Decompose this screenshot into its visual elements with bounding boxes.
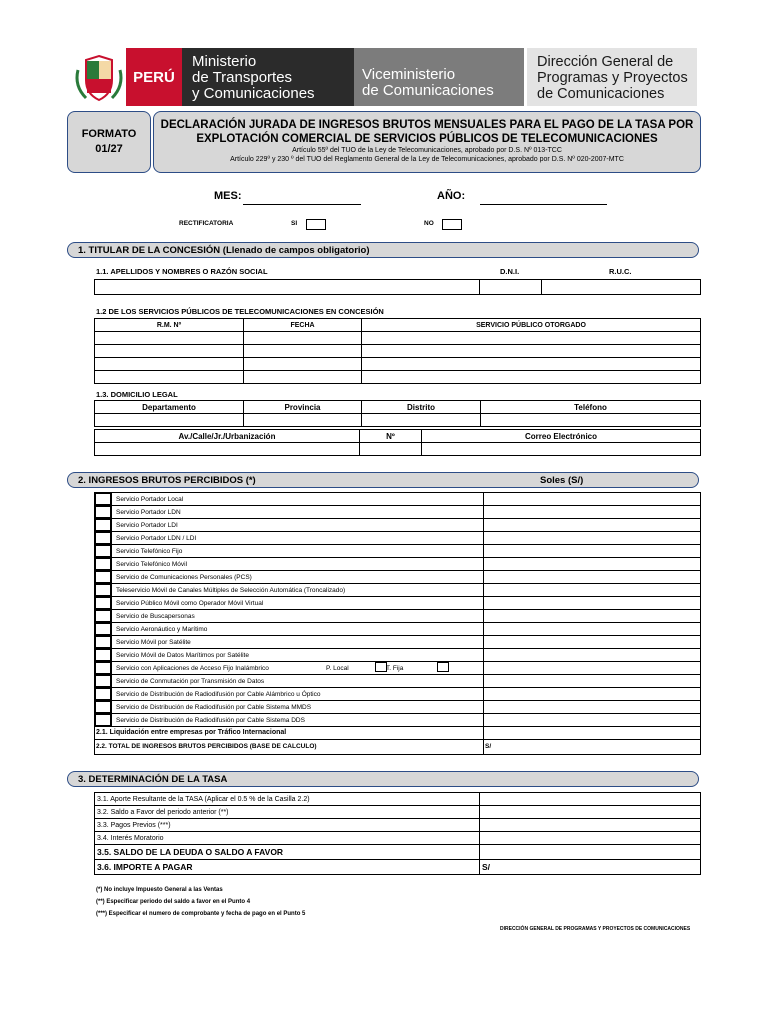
anio-field[interactable]: [480, 204, 607, 205]
ingreso-row: [95, 493, 701, 506]
ingreso-checkbox[interactable]: [95, 623, 111, 635]
ingreso-row: [95, 675, 701, 688]
ingreso-row: [95, 571, 701, 584]
ingreso-label: Servicio Portador Local: [112, 493, 484, 506]
distrito-header: Distrito: [362, 401, 481, 414]
razon-social-field[interactable]: [95, 280, 480, 295]
section-2-header: 2. INGRESOS BRUTOS PERCIBIDOS (*) Soles (S/): [67, 472, 699, 488]
ingreso-checkbox-cell[interactable]: [95, 545, 112, 558]
ingreso-row: [95, 519, 701, 532]
ingreso-checkbox-cell[interactable]: [95, 675, 112, 688]
ingreso-row: [95, 506, 701, 519]
ingreso-label: Servicio Portador LDI: [112, 519, 484, 532]
ingreso-checkbox[interactable]: [95, 597, 111, 609]
ingreso-label: Servicio de Conmutación por Transmisión de Datos: [112, 675, 484, 688]
ingreso-checkbox[interactable]: [95, 519, 111, 531]
ingreso-label: Servicio Portador LDN / LDI: [112, 532, 484, 545]
table-row[interactable]: [95, 371, 701, 384]
ingreso-checkbox-cell[interactable]: [95, 701, 112, 714]
ingreso-value-field[interactable]: [484, 506, 701, 519]
ingreso-label: Servicio Portador LDN: [112, 506, 484, 519]
ingreso-checkbox-cell[interactable]: [95, 662, 112, 675]
plocal-label: P. Local: [326, 664, 349, 672]
ingreso-checkbox-cell[interactable]: [95, 584, 112, 597]
ingreso-label: Servicio Móvil de Datos Marítimos por Satélite: [112, 649, 484, 662]
saldo-favor-field[interactable]: [480, 806, 701, 819]
ingreso-row: [95, 623, 701, 636]
ingreso-value-field[interactable]: [484, 701, 701, 714]
ingreso-checkbox-cell[interactable]: [95, 506, 112, 519]
ingreso-checkbox[interactable]: [95, 714, 111, 726]
total-row: [95, 739, 701, 754]
ingreso-checkbox[interactable]: [95, 493, 111, 505]
aporte-label: 3.1. Aporte Resultante de la TASA (Aplicar el 0.5 % de la Casilla 2.2): [95, 793, 480, 806]
no-label: NO: [424, 220, 434, 227]
saldo-deuda-field[interactable]: [480, 845, 701, 860]
ingreso-checkbox-cell[interactable]: [95, 571, 112, 584]
note-3: (***) Especificar el numero de comprobante y fecha de pago en el Punto 5: [96, 911, 306, 917]
ingreso-label: Servicio de Distribución de Radiodifusión por Cable Sistema MMDS: [112, 701, 484, 714]
tasa-table: [94, 792, 701, 875]
liquidacion-label: 2.1. Liquidación entre empresas por Tráfico Internacional: [95, 727, 484, 740]
liquidacion-field[interactable]: [484, 727, 701, 740]
ingreso-row: [95, 701, 701, 714]
total-field[interactable]: S/: [484, 739, 701, 754]
ingreso-value-field[interactable]: [484, 558, 701, 571]
ingreso-value-field[interactable]: [484, 519, 701, 532]
ingreso-checkbox[interactable]: [95, 610, 111, 622]
avenida-header: Av./Calle/Jr./Urbanización: [95, 430, 360, 443]
table-row[interactable]: [95, 443, 701, 456]
titular-table: [94, 279, 701, 295]
telefono-header: Teléfono: [481, 401, 701, 414]
mes-label: MES:: [214, 190, 242, 202]
rectificatoria-label: RECTIFICATORIA: [179, 220, 234, 227]
ingreso-row: [95, 714, 701, 727]
saldo-favor-label: 3.2. Saldo a Favor del periodo anterior (**): [95, 806, 480, 819]
ingreso-checkbox-cell[interactable]: [95, 649, 112, 662]
total-label: 2.2. TOTAL DE INGRESOS BRUTOS PERCIBIDOS (BASE DE CALCULO): [95, 739, 484, 754]
liquidacion-row: [95, 727, 701, 740]
note-1: (*) No incluye Impuesto General a las Ventas: [96, 887, 223, 893]
ingreso-value-field[interactable]: [484, 597, 701, 610]
correo-header: Correo Electrónico: [422, 430, 701, 443]
ingreso-value-field[interactable]: [484, 532, 701, 545]
ingreso-checkbox[interactable]: [95, 584, 111, 596]
ingreso-value-field[interactable]: [484, 493, 701, 506]
numero-header: Nº: [360, 430, 422, 443]
apellidos-label: 1.1. APELLIDOS Y NOMBRES O RAZÓN SOCIAL: [96, 267, 268, 276]
si-label: SI: [291, 220, 298, 227]
ingreso-row: [95, 636, 701, 649]
ingreso-checkbox[interactable]: [95, 558, 111, 570]
saldo-deuda-label: 3.5. SALDO DE LA DEUDA O SALDO A FAVOR: [95, 845, 480, 860]
ingreso-label: Servicio Público Móvil como Operador Móvil Virtual: [112, 597, 484, 610]
tfija-checkbox[interactable]: [437, 662, 449, 672]
ingreso-row: [95, 558, 701, 571]
ingreso-value-field[interactable]: [484, 688, 701, 701]
direccion-brand: Dirección General de Programas y Proyectos de Comunicaciones: [527, 48, 697, 106]
tfija-label: T. Fija: [386, 664, 404, 672]
ingreso-label: Teleservicio Móvil de Canales Múltiples de Selección Automática (Troncalizado): [112, 584, 484, 597]
ingreso-label: Servicio de Distribución de Radiodifusión por Cable Alámbrico u Óptico: [112, 688, 484, 701]
ingreso-checkbox[interactable]: [95, 571, 111, 583]
ingreso-checkbox-cell[interactable]: [95, 532, 112, 545]
ministerio-brand: Ministerio de Transportes y Comunicaciones: [182, 48, 354, 106]
ingreso-value-field[interactable]: [484, 675, 701, 688]
aporte-field[interactable]: [480, 793, 701, 806]
ingreso-label: Servicio de Comunicaciones Personales (PCS): [112, 571, 484, 584]
domicilio-table: [94, 400, 701, 427]
ingreso-checkbox-cell[interactable]: [95, 519, 112, 532]
domicilio-label: 1.3. DOMICILIO LEGAL: [96, 390, 178, 399]
note-2: (**) Especificar periodo del saldo a favor en el Punto 4: [96, 899, 251, 905]
ingreso-value-field[interactable]: [484, 584, 701, 597]
ingreso-checkbox[interactable]: [95, 701, 111, 713]
ingreso-checkbox[interactable]: [95, 675, 111, 687]
importe-field[interactable]: S/: [480, 860, 701, 875]
ingreso-checkbox-cell[interactable]: [95, 597, 112, 610]
ingreso-label: Servicio de Distribución de Radiodifusión por Cable Sistema DDS: [112, 714, 484, 727]
form-title: DECLARACIÓN JURADA DE INGRESOS BRUTOS MENSUALES PARA EL PAGO DE LA TASA POR EXPLOTACIÓN COMERCIAL DE SERVICIOS PÚBLICOS DE TELECOMUNICACIONES Artículo 55º del TUO de la Ley de Telecomunicaciones, aprobado por D.S. Nº 013-TCC Artículo 229º y 230 º del TUO del Reglamento General de la Ley de Telecomunicaciones, aprobado por D.S. Nº 020-2007-MTC: [153, 111, 701, 173]
dni-field[interactable]: [480, 280, 542, 295]
ingreso-checkbox[interactable]: [95, 532, 111, 544]
ingreso-checkbox[interactable]: [95, 688, 111, 700]
no-checkbox[interactable]: [442, 219, 462, 230]
importe-label: 3.6. IMPORTE A PAGAR: [95, 860, 480, 875]
ruc-field[interactable]: [542, 280, 701, 295]
ingreso-row: [95, 610, 701, 623]
peru-brand: PERÚ: [126, 48, 182, 106]
interes-field[interactable]: [480, 832, 701, 845]
ingreso-value-field[interactable]: [484, 662, 701, 675]
direccion-table: [94, 429, 701, 456]
table-row[interactable]: [95, 358, 701, 371]
concesion-table: [94, 318, 701, 384]
ingreso-value-field[interactable]: [484, 636, 701, 649]
provincia-header: Provincia: [244, 401, 362, 414]
ingreso-label: Servicio con Aplicaciones de Acceso Fijo Inalámbrico P. Local T. Fija: [112, 662, 484, 675]
footer-text: DIRECCIÓN GENERAL DE PROGRAMAS Y PROYECTOS DE COMUNICACIONES: [500, 926, 691, 932]
ingreso-value-field[interactable]: [484, 545, 701, 558]
ingreso-row: [95, 597, 701, 610]
ingreso-checkbox-cell[interactable]: [95, 558, 112, 571]
ingreso-checkbox[interactable]: [95, 649, 111, 661]
servicios-concesion-label: 1.2 DE LOS SERVICIOS PÚBLICOS DE TELECOMUNICACIONES EN CONCESIÓN: [96, 307, 384, 316]
ingreso-label: Servicio Aeronáutico y Marítimo: [112, 623, 484, 636]
fecha-header: FECHA: [244, 319, 362, 332]
ingreso-checkbox[interactable]: [95, 506, 111, 518]
table-row[interactable]: [95, 332, 701, 345]
section-1-header: 1. TITULAR DE LA CONCESIÓN (Llenado de campos obligatorio): [67, 242, 699, 258]
ingreso-checkbox-cell[interactable]: [95, 623, 112, 636]
ingresos-table: [94, 492, 701, 755]
mes-field[interactable]: [243, 204, 361, 205]
ingreso-row: [95, 545, 701, 558]
ingreso-checkbox-cell[interactable]: [95, 714, 112, 727]
ingreso-value-field[interactable]: [484, 610, 701, 623]
ingreso-checkbox[interactable]: [95, 636, 111, 648]
ingreso-row: [95, 584, 701, 597]
formato-box: FORMATO 01/27: [67, 111, 151, 173]
ingreso-value-field[interactable]: [484, 623, 701, 636]
ingreso-value-field[interactable]: [484, 649, 701, 662]
coat-of-arms-logo: [72, 50, 126, 106]
ingreso-row: [95, 662, 701, 675]
dni-label: D.N.I.: [500, 267, 520, 276]
table-row[interactable]: [95, 414, 701, 427]
rm-header: R.M. Nº: [95, 319, 244, 332]
ingreso-value-field[interactable]: [484, 571, 701, 584]
ingreso-checkbox[interactable]: [95, 662, 111, 674]
ruc-label: R.U.C.: [609, 267, 632, 276]
ingreso-checkbox-cell[interactable]: [95, 610, 112, 623]
ingreso-checkbox-cell[interactable]: [95, 636, 112, 649]
anio-label: AÑO:: [437, 190, 466, 202]
ingreso-value-field[interactable]: [484, 714, 701, 727]
ingreso-row: [95, 532, 701, 545]
ingreso-checkbox-cell[interactable]: [95, 493, 112, 506]
ingreso-row: [95, 649, 701, 662]
ingreso-checkbox-cell[interactable]: [95, 688, 112, 701]
ingreso-label: Servicio Telefónico Fijo: [112, 545, 484, 558]
ingreso-checkbox[interactable]: [95, 545, 111, 557]
si-checkbox[interactable]: [306, 219, 326, 230]
ingreso-label: Servicio Telefónico Móvil: [112, 558, 484, 571]
pagos-previos-label: 3.3. Pagos Previos (***): [95, 819, 480, 832]
departamento-header: Departamento: [95, 401, 244, 414]
section-3-header: 3. DETERMINACIÓN DE LA TASA: [67, 771, 699, 787]
interes-label: 3.4. Interés Moratorio: [95, 832, 480, 845]
ingreso-label: Servicio Móvil por Satélite: [112, 636, 484, 649]
ingreso-row: [95, 688, 701, 701]
servicio-header: SERVICIO PÚBLICO OTORGADO: [362, 319, 701, 332]
ingreso-label: Servicio de Buscapersonas: [112, 610, 484, 623]
viceministerio-brand: Viceministerio de Comunicaciones: [354, 48, 524, 106]
table-row[interactable]: [95, 345, 701, 358]
pagos-previos-field[interactable]: [480, 819, 701, 832]
